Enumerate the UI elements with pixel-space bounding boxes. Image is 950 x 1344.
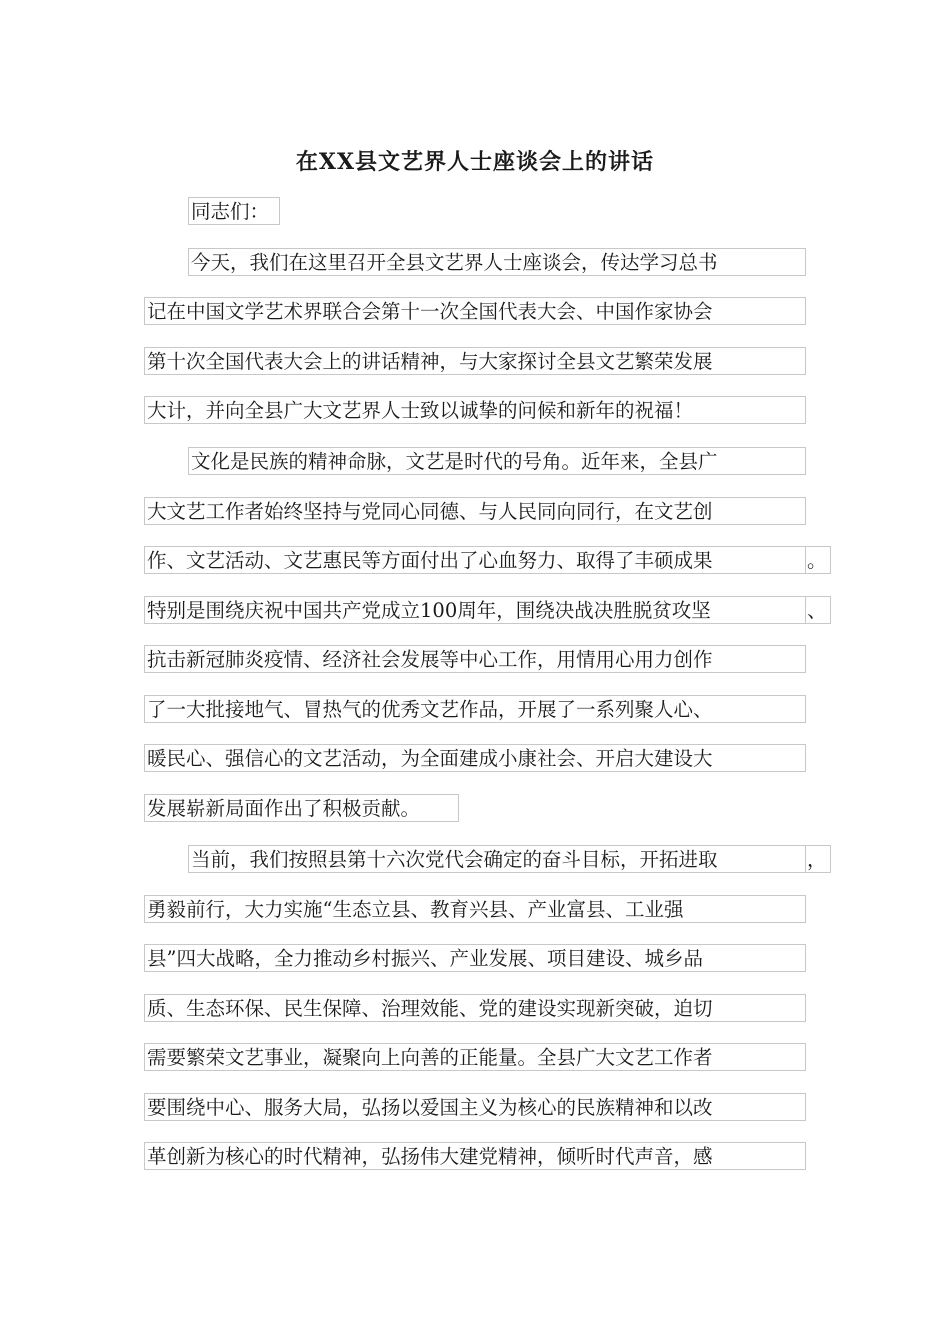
- salutation: 同志们：: [188, 197, 280, 225]
- text-line: 勇毅前行，大力实施“生态立县、教育兴县、产业富县、工业强: [144, 895, 806, 923]
- overflow-punctuation: ，: [805, 845, 831, 873]
- overflow-punctuation: 。: [805, 546, 831, 574]
- text-line: 第十次全国代表大会上的讲话精神，与大家探讨全县文艺繁荣发展: [144, 347, 806, 375]
- text-line: 文化是民族的精神命脉，文艺是时代的号角。近年来，全县广: [188, 447, 806, 475]
- text-line: 当前，我们按照县第十六次党代会确定的奋斗目标，开拓进取: [188, 845, 806, 873]
- text-line: 质、生态环保、民生保障、治理效能、党的建设实现新突破，迫切: [144, 994, 806, 1022]
- text-line: 抗击新冠肺炎疫情、经济社会发展等中心工作，用情用心用力创作: [144, 645, 806, 673]
- text-line: 发展崭新局面作出了积极贡献。: [144, 794, 459, 822]
- text-line: 了一大批接地气、冒热气的优秀文艺作品，开展了一系列聚人心、: [144, 695, 806, 723]
- text-line: 需要繁荣文艺事业，凝聚向上向善的正能量。全县广大文艺工作者: [144, 1043, 806, 1071]
- text-line: 革创新为核心的时代精神，弘扬伟大建党精神，倾听时代声音，感: [144, 1142, 806, 1170]
- text-line: 大文艺工作者始终坚持与党同心同德、与人民同向同行，在文艺创: [144, 497, 806, 525]
- overflow-punctuation: 、: [805, 596, 831, 624]
- text-line: 暖民心、强信心的文艺活动，为全面建成小康社会、开启大建设大: [144, 744, 806, 772]
- text-line: 今天，我们在这里召开全县文艺界人士座谈会，传达学习总书: [188, 248, 806, 276]
- text-line: 记在中国文学艺术界联合会第十一次全国代表大会、中国作家协会: [144, 297, 806, 325]
- text-line: 大计，并向全县广大文艺界人士致以诚挚的问候和新年的祝福！: [144, 396, 806, 424]
- text-line: 县”四大战略，全力推动乡村振兴、产业发展、项目建设、城乡品: [144, 944, 806, 972]
- text-line: 特别是围绕庆祝中国共产党成立100周年，围绕决战决胜脱贫攻坚: [144, 596, 806, 624]
- text-line: 要围绕中心、服务大局，弘扬以爱国主义为核心的民族精神和以改: [144, 1093, 806, 1121]
- document-title: 在XX县文艺界人士座谈会上的讲话: [295, 149, 655, 175]
- text-line: 作、文艺活动、文艺惠民等方面付出了心血努力、取得了丰硕成果: [144, 546, 806, 574]
